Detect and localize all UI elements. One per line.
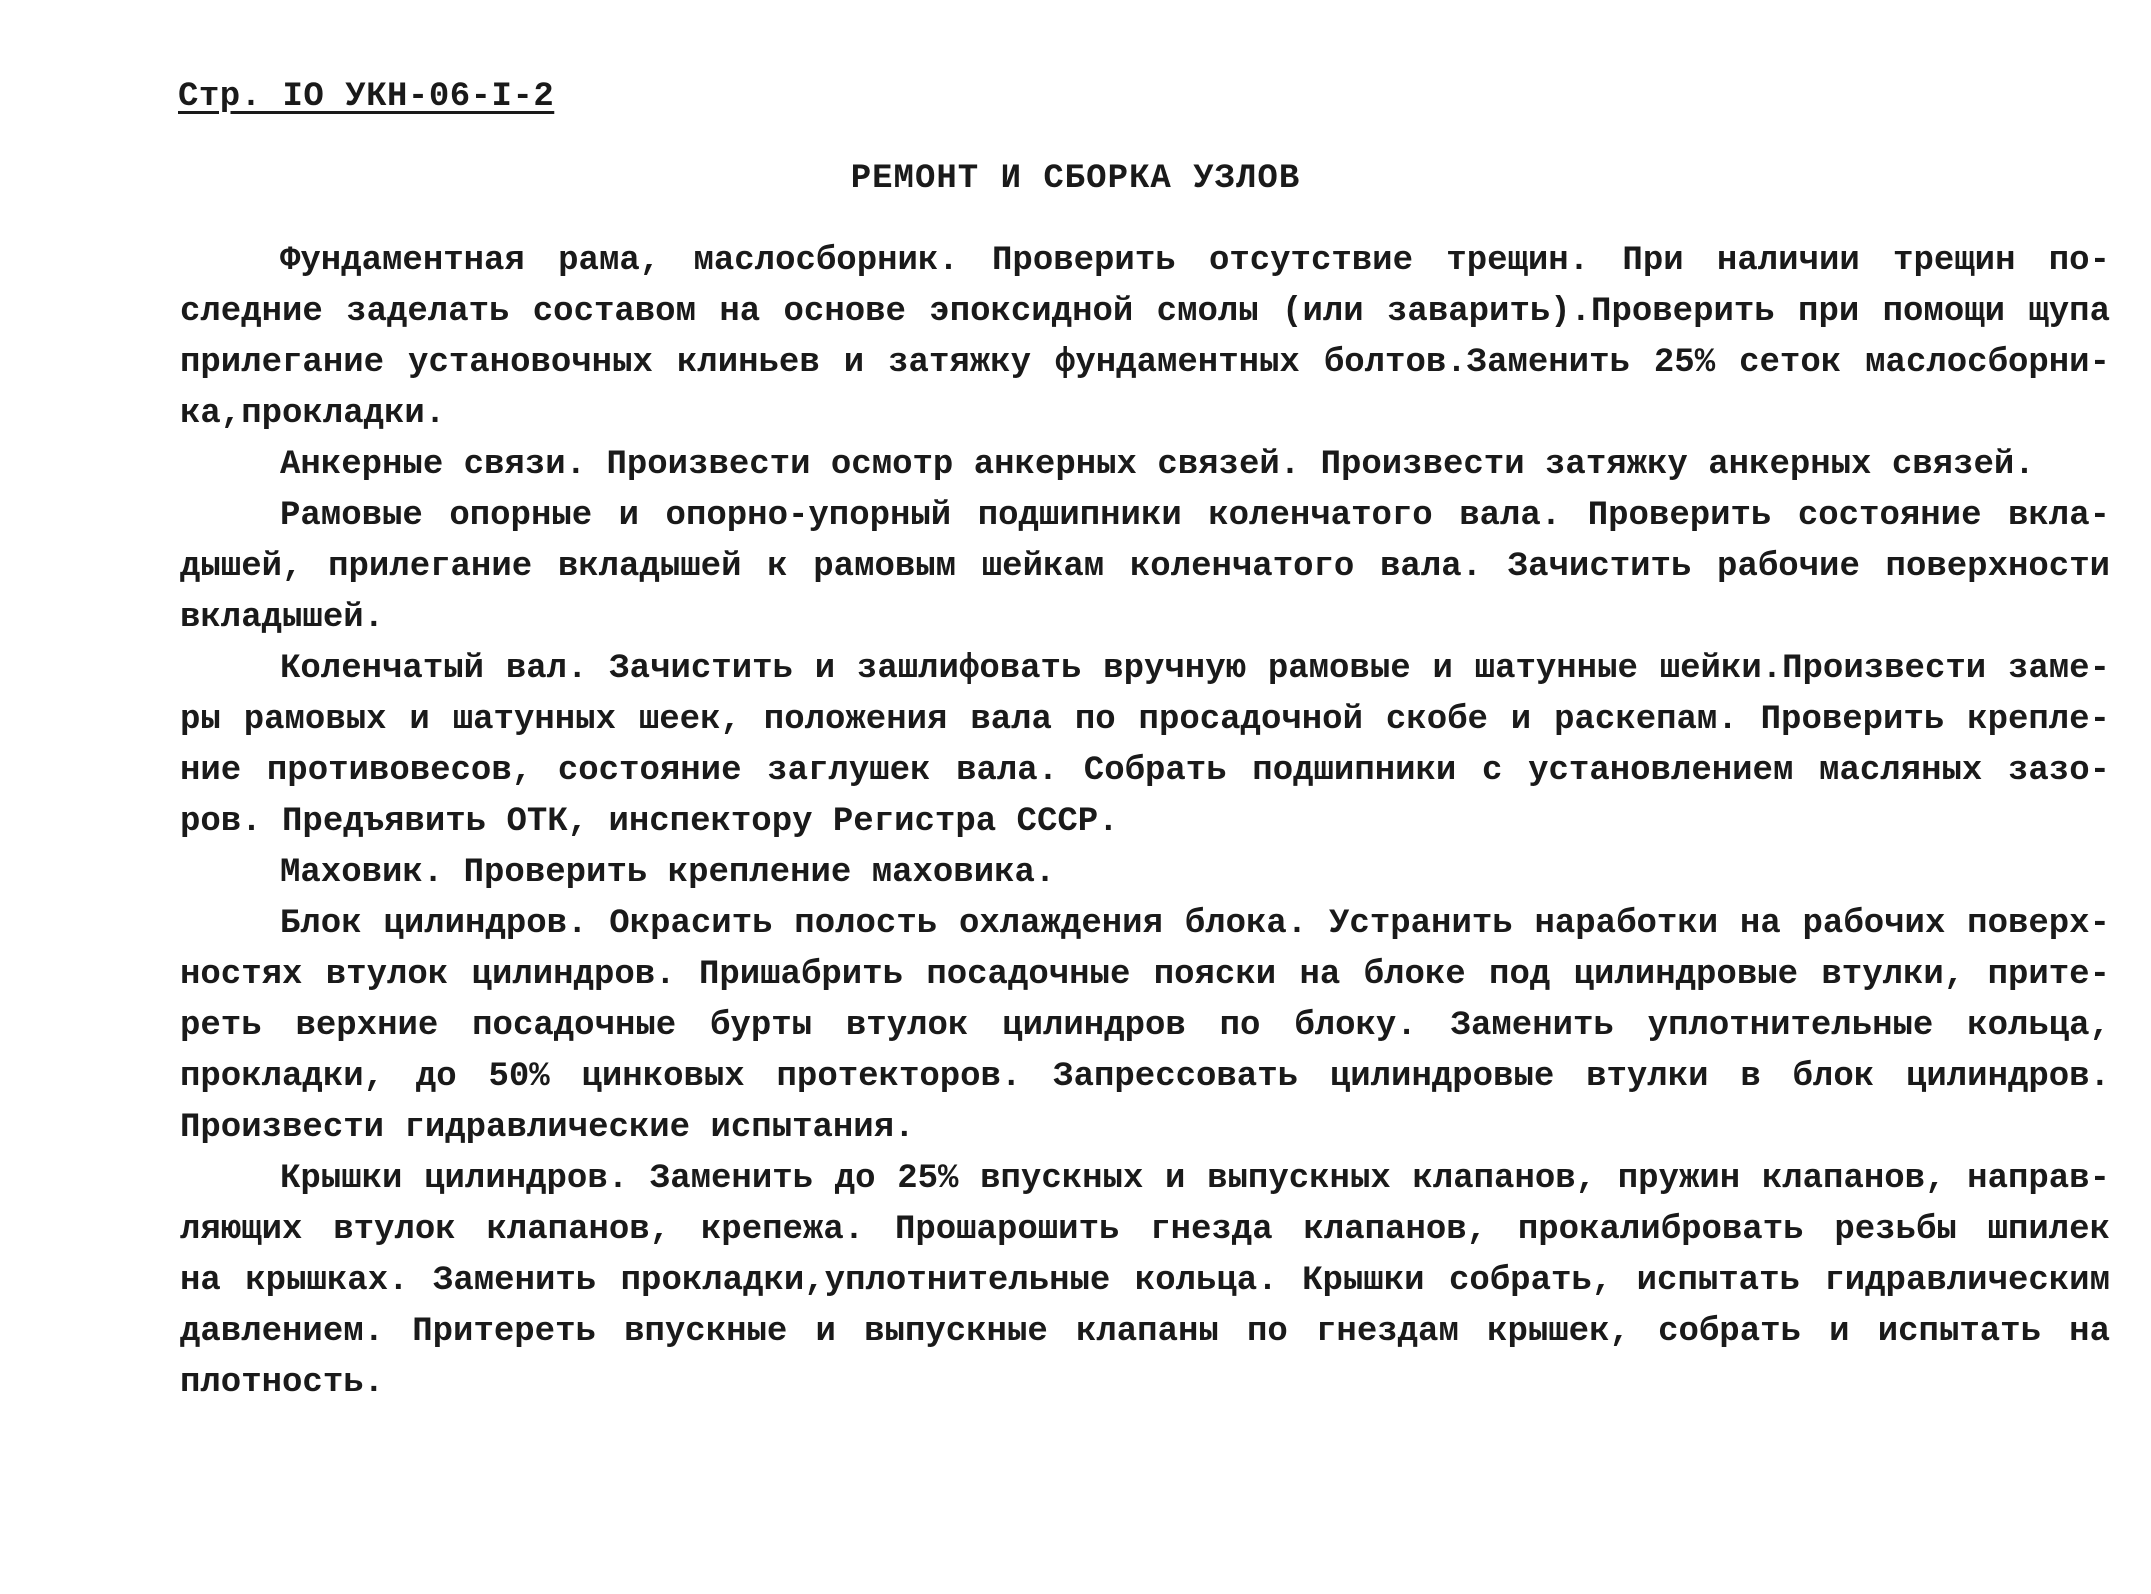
text-line: прокладки, до 50% цинковых протекторов. Запрессовать цилиндровые втулки в блок цилиндров. <box>180 1058 2110 1096</box>
text-line: прилегание установочных клиньев и затяжку фундаментных болтов.Заменить 25% сеток маслосборни- <box>180 344 2110 382</box>
text-line: Маховик. Проверить крепление маховика. <box>280 854 1056 892</box>
text-line: ляющих втулок клапанов, крепежа. Прошарошить гнезда клапанов, прокалибровать резьбы шпилек <box>180 1211 2110 1249</box>
text-line: следние заделать составом на основе эпоксидной смолы (или заварить).Проверить при помощи щупа <box>180 293 2110 331</box>
text-line: ров. Предъявить ОТК, инспектору Регистра СССР. <box>180 803 1119 841</box>
text-line: Рамовые опорные и опорно-упорный подшипники коленчатого вала. Проверить состояние вкла- <box>280 497 2110 535</box>
text-line: Блок цилиндров. Окрасить полость охлаждения блока. Устранить наработки на рабочих поверх- <box>280 905 2110 943</box>
text-line: Коленчатый вал. Зачистить и зашлифовать вручную рамовые и шатунные шейки.Произвести заме- <box>280 650 2110 688</box>
page-reference: Стр. IO УКН-06-I-2 <box>178 78 555 116</box>
text-line: плотность. <box>180 1364 385 1402</box>
text-line: Анкерные связи. Произвести осмотр анкерных связей. Произвести затяжку анкерных связей. <box>280 446 2035 484</box>
text-line: Крышки цилиндров. Заменить до 25% впускных и выпускных клапанов, пружин клапанов, направ- <box>280 1160 2110 1198</box>
text-line: ние противовесов, состояние заглушек вала. Собрать подшипники с установлением масляных зазо- <box>180 752 2110 790</box>
text-line: вкладышей. <box>180 599 385 637</box>
text-line: давлением. Притереть впускные и выпускные клапаны по гнездам крышек, собрать и испытать на <box>180 1313 2110 1351</box>
document-body <box>180 236 2110 1409</box>
text-line: ры рамовых и шатунных шеек, положения вала по просадочной скобе и раскепам. Проверить крепле- <box>180 701 2110 739</box>
text-line: ностях втулок цилиндров. Пришабрить посадочные пояски на блоке под цилиндровые втулки, прите- <box>180 956 2110 994</box>
text-line: ка,прокладки. <box>180 395 446 433</box>
text-line: дышей, прилегание вкладышей к рамовым шейкам коленчатого вала. Зачистить рабочие поверхности <box>180 548 2110 586</box>
text-line: на крышках. Заменить прокладки,уплотнительные кольца. Крышки собрать, испытать гидравлическим <box>180 1262 2110 1300</box>
text-line: Произвести гидравлические испытания. <box>180 1109 915 1147</box>
text-line: реть верхние посадочные бурты втулок цилиндров по блоку. Заменить уплотнительные кольца, <box>180 1007 2110 1045</box>
page-title: РЕМОНТ И СБОРКА УЗЛОВ <box>850 160 1301 198</box>
text-line: Фундаментная рама, маслосборник. Проверить отсутствие трещин. При наличии трещин по- <box>280 242 2110 280</box>
